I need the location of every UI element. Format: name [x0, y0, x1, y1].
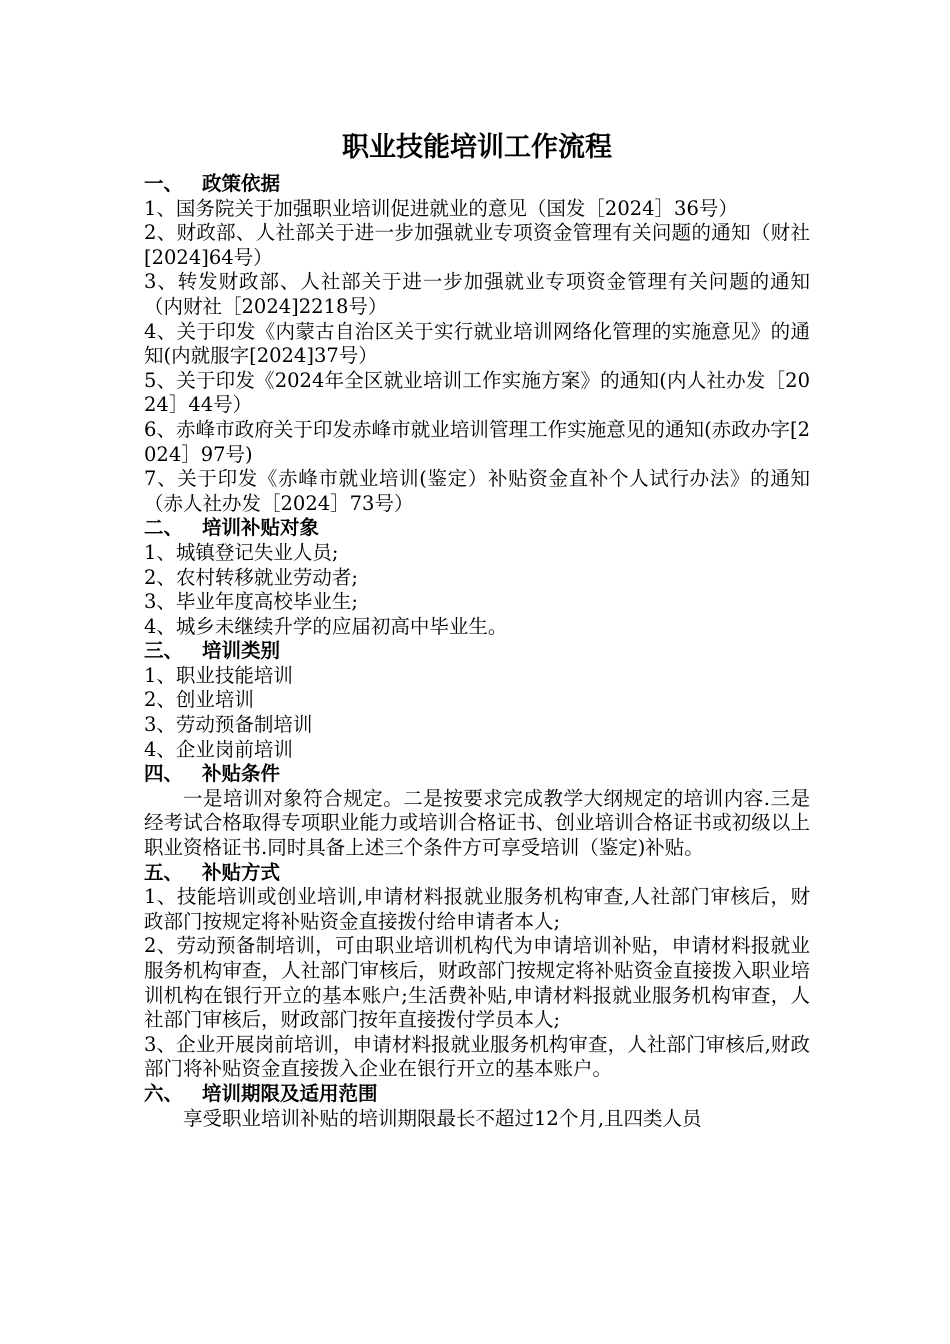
section-heading-text: 补贴方式 — [202, 860, 281, 884]
list-item: 2、创业培训 — [144, 688, 254, 712]
section-heading-text: 培训类别 — [202, 639, 281, 663]
list-item: 7、关于印发《赤峰市就业培训(鉴定）补贴资金直补个人试行办法》的通知（赤人社办发［2024］73号） — [144, 467, 810, 515]
section-heading — [144, 861, 810, 886]
list-item: 1、职业技能培训 — [144, 663, 293, 687]
section-policy-basis — [144, 172, 810, 516]
list-item: 3、企业开展岗前培训，申请材料报就业服务机构审查，人社部门审核后,财政部门将补贴资金直接拨入企业在银行开立的基本账户。 — [144, 1032, 810, 1081]
section-heading — [144, 172, 810, 197]
list-item: 6、赤峰市政府关于印发赤峰市就业培训管理工作实施意见的通知(赤政办字[2024］97号) — [144, 417, 810, 466]
list-item: 4、城乡未继续升学的应届初高中毕业生。 — [144, 614, 508, 638]
list-item: 3、转发财政部、人社部关于进一步加强就业专项资金管理有关问题的通知（内财社［2024]2218号） — [144, 270, 810, 318]
section-heading — [144, 639, 810, 664]
list-item: 5、关于印发《2024年全区就业培训工作实施方案》的通知(内人社办发［2024］44号） — [144, 368, 810, 417]
section-subsidy-targets — [144, 516, 810, 639]
body-paragraph: 享受职业培训补贴的培训期限最长不超过12个月,且四类人员 — [183, 1106, 702, 1130]
list-item: 2、农村转移就业劳动者; — [144, 565, 358, 589]
section-heading-text: 培训补贴对象 — [202, 516, 320, 540]
section-number: 六、 — [144, 1081, 184, 1105]
list-item: 4、企业岗前培训 — [144, 737, 293, 761]
list-item: 2、劳动预备制培训，可由职业培训机构代为申请培训补贴，申请材料报就业服务机构审查，人社部门审核后，财政部门按规定将补贴资金直接拨入职业培训机构在银行开立的基本账户;生活费补贴,申请材料报就业服务机构审查，人社部门审核后，财政部门按年直接拨付学员本人; — [144, 934, 810, 1032]
document-page — [144, 128, 810, 1131]
section-heading-text: 培训期限及适用范围 — [202, 1081, 378, 1105]
body-paragraph: 一是培训对象符合规定。二是按要求完成教学大纲规定的培训内容.三是经考试合格取得专项职业能力或培训合格证书、创业培训合格证书或初级以上职业资格证书.同时具备上述三个条件方可享受培训（鉴定)补贴。 — [144, 786, 810, 860]
section-number: 三、 — [144, 639, 184, 663]
section-heading — [144, 516, 810, 541]
section-subsidy-methods — [144, 861, 810, 1082]
document-title: 职业技能培训工作流程 — [342, 132, 612, 163]
list-item: 3、劳动预备制培训 — [144, 713, 313, 737]
section-heading-text: 政策依据 — [202, 172, 281, 195]
section-number: 二、 — [144, 516, 184, 540]
list-item: 4、关于印发《内蒙古自治区关于实行就业培训网络化管理的实施意见》的通知(内就服字[2024]37号） — [144, 319, 810, 368]
section-subsidy-conditions — [144, 762, 810, 860]
section-heading — [144, 1082, 810, 1107]
section-number: 一、 — [144, 172, 184, 195]
section-training-period — [144, 1082, 810, 1131]
list-item: 1、技能培训或创业培训,申请材料报就业服务机构审查,人社部门审核后，财政部门按规定将补贴资金直接拨付给申请者本人; — [144, 885, 810, 933]
section-number: 四、 — [144, 762, 184, 786]
list-item: 2、财政部、人社部关于进一步加强就业专项资金管理有关问题的通知（财社[2024]64号） — [144, 221, 810, 269]
list-item: 1、城镇登记失业人员; — [144, 540, 339, 564]
list-item: 3、毕业年度高校毕业生; — [144, 590, 358, 614]
section-heading — [144, 762, 810, 787]
section-training-categories — [144, 639, 810, 762]
list-item: 1、国务院关于加强职业培训促进就业的意见（国发［2024］36号） — [144, 196, 738, 220]
section-number: 五、 — [144, 860, 184, 884]
section-heading-text: 补贴条件 — [202, 762, 281, 786]
